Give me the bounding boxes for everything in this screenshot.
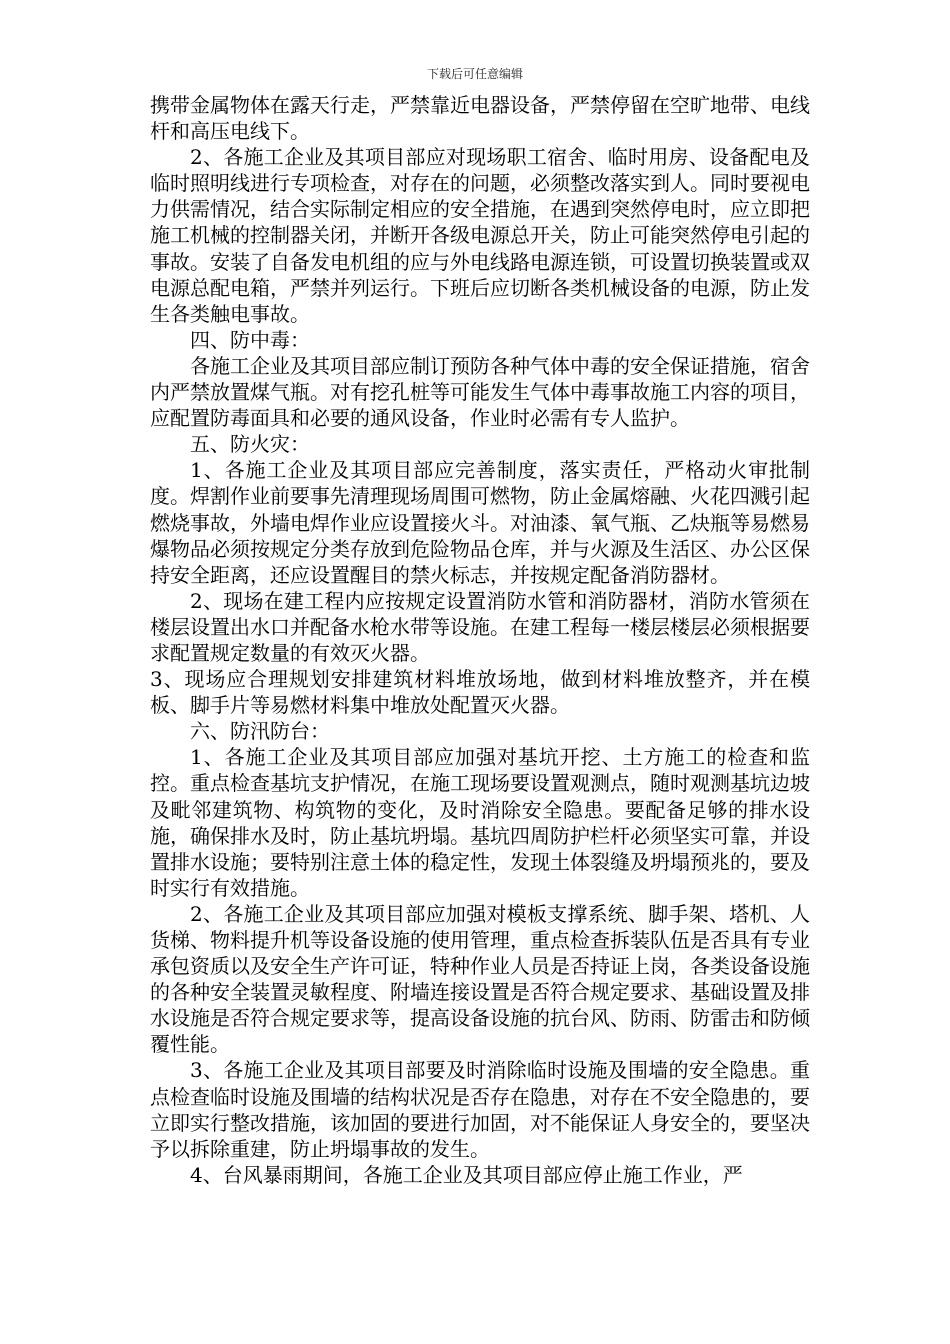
paragraph: 2、各施工企业及其项目部应加强对模板支撑系统、脚手架、塔机、人货梯、物料提升机等设备设施的使用管理，重点检查拆装队伍是否具有专业承包资质以及安全生产许可证，特种作业人员是否持证上岗，各类设备设施的各种安全装置灵敏程度、附墙连接设置是否符合规定要求、基础设置及排水设施是否符合规定要求等，提高设备设施的抗台风、防雨、防雷击和防倾覆性能。 bbox=[150, 901, 810, 1057]
section-heading: 六、防汛防台： bbox=[190, 719, 330, 744]
paragraph: 3、各施工企业及其项目部要及时消除临时设施及围墙的安全隐患。重点检查临时设施及围墙的结构状况是否存在隐患，对存在不安全隐患的，要立即实行整改措施，该加固的要进行加固，对不能保证人身安全的，要坚决予以拆除重建，防止坍塌事故的发生。 bbox=[150, 1058, 810, 1161]
paragraph: 3、现场应合理规划安排建筑材料堆放场地，做到材料堆放整齐，并在模板、脚手片等易燃材料集中堆放处配置灭火器。 bbox=[150, 667, 810, 718]
paragraph: 各施工企业及其项目部应制订预防各种气体中毒的安全保证措施，宿舍内严禁放置煤气瓶。对有挖孔桩等可能发生气体中毒事故施工内容的项目，应配置防毒面具和必要的通风设备，作业时必需有专人监护。 bbox=[150, 353, 810, 431]
paragraph: 2、现场在建工程内应按规定设置消防水管和消防器材，消防水管须在楼层设置出水口并配备水枪水带等设施。在建工程每一楼层楼层必须根据要求配置规定数量的有效灭火器。 bbox=[150, 588, 810, 665]
section-heading: 五、防火灾： bbox=[190, 432, 310, 457]
page-header: 下载后可任意编辑 bbox=[426, 67, 523, 81]
paragraph: 1、各施工企业及其项目部应加强对基坑开挖、土方施工的检查和监控。重点检查基坑支护情况，在施工现场要设置观测点，随时观测基坑边坡及毗邻建筑物、构筑物的变化，及时消除安全隐患。要配备足够的排水设施，确保排水及时，防止基坑坍塌。基坑四周防护栏杆必须坚实可靠，并设置排水设施；要特别注意土体的稳定性，发现土体裂缝及坍塌预兆的，要及时实行有效措施。 bbox=[150, 745, 810, 900]
section-heading: 四、防中毒： bbox=[190, 327, 310, 352]
paragraph: 携带金属物体在露天行走，严禁靠近电器设备，严禁停留在空旷地带、电线杆和高压电线下。 bbox=[150, 93, 810, 144]
document-body bbox=[150, 92, 810, 1188]
paragraph: 2、各施工企业及其项目部应对现场职工宿舍、临时用房、设备配电及临时照明线进行专项检查，对存在的问题，必须整改落实到人。同时要视电力供需情况，结合实际制定相应的安全措施，在遇到突然停电时，应立即把施工机械的控制器关闭，并断开各级电源总开关，防止可能突然停电引起的事故。安装了自备发电机组的应与外电线路电源连锁，可设置切换装置或双电源总配电箱，严禁并列运行。下班后应切断各类机械设备的电源，防止发生各类触电事故。 bbox=[150, 145, 810, 326]
paragraph: 1、各施工企业及其项目部应完善制度，落实责任，严格动火审批制度。焊割作业前要事先清理现场周围可燃物，防止金属熔融、火花四溅引起燃烧事故，外墙电焊作业应设置接火斗。对油漆、氧气瓶、乙炔瓶等易燃易爆物品必须按规定分类存放到危险物品仓库，并与火源及生活区、办公区保持安全距离，还应设置醒目的禁火标志，并按规定配备消防器材。 bbox=[150, 458, 810, 587]
paragraph: 4、台风暴雨期间，各施工企业及其项目部应停止施工作业，严 bbox=[190, 1162, 743, 1187]
